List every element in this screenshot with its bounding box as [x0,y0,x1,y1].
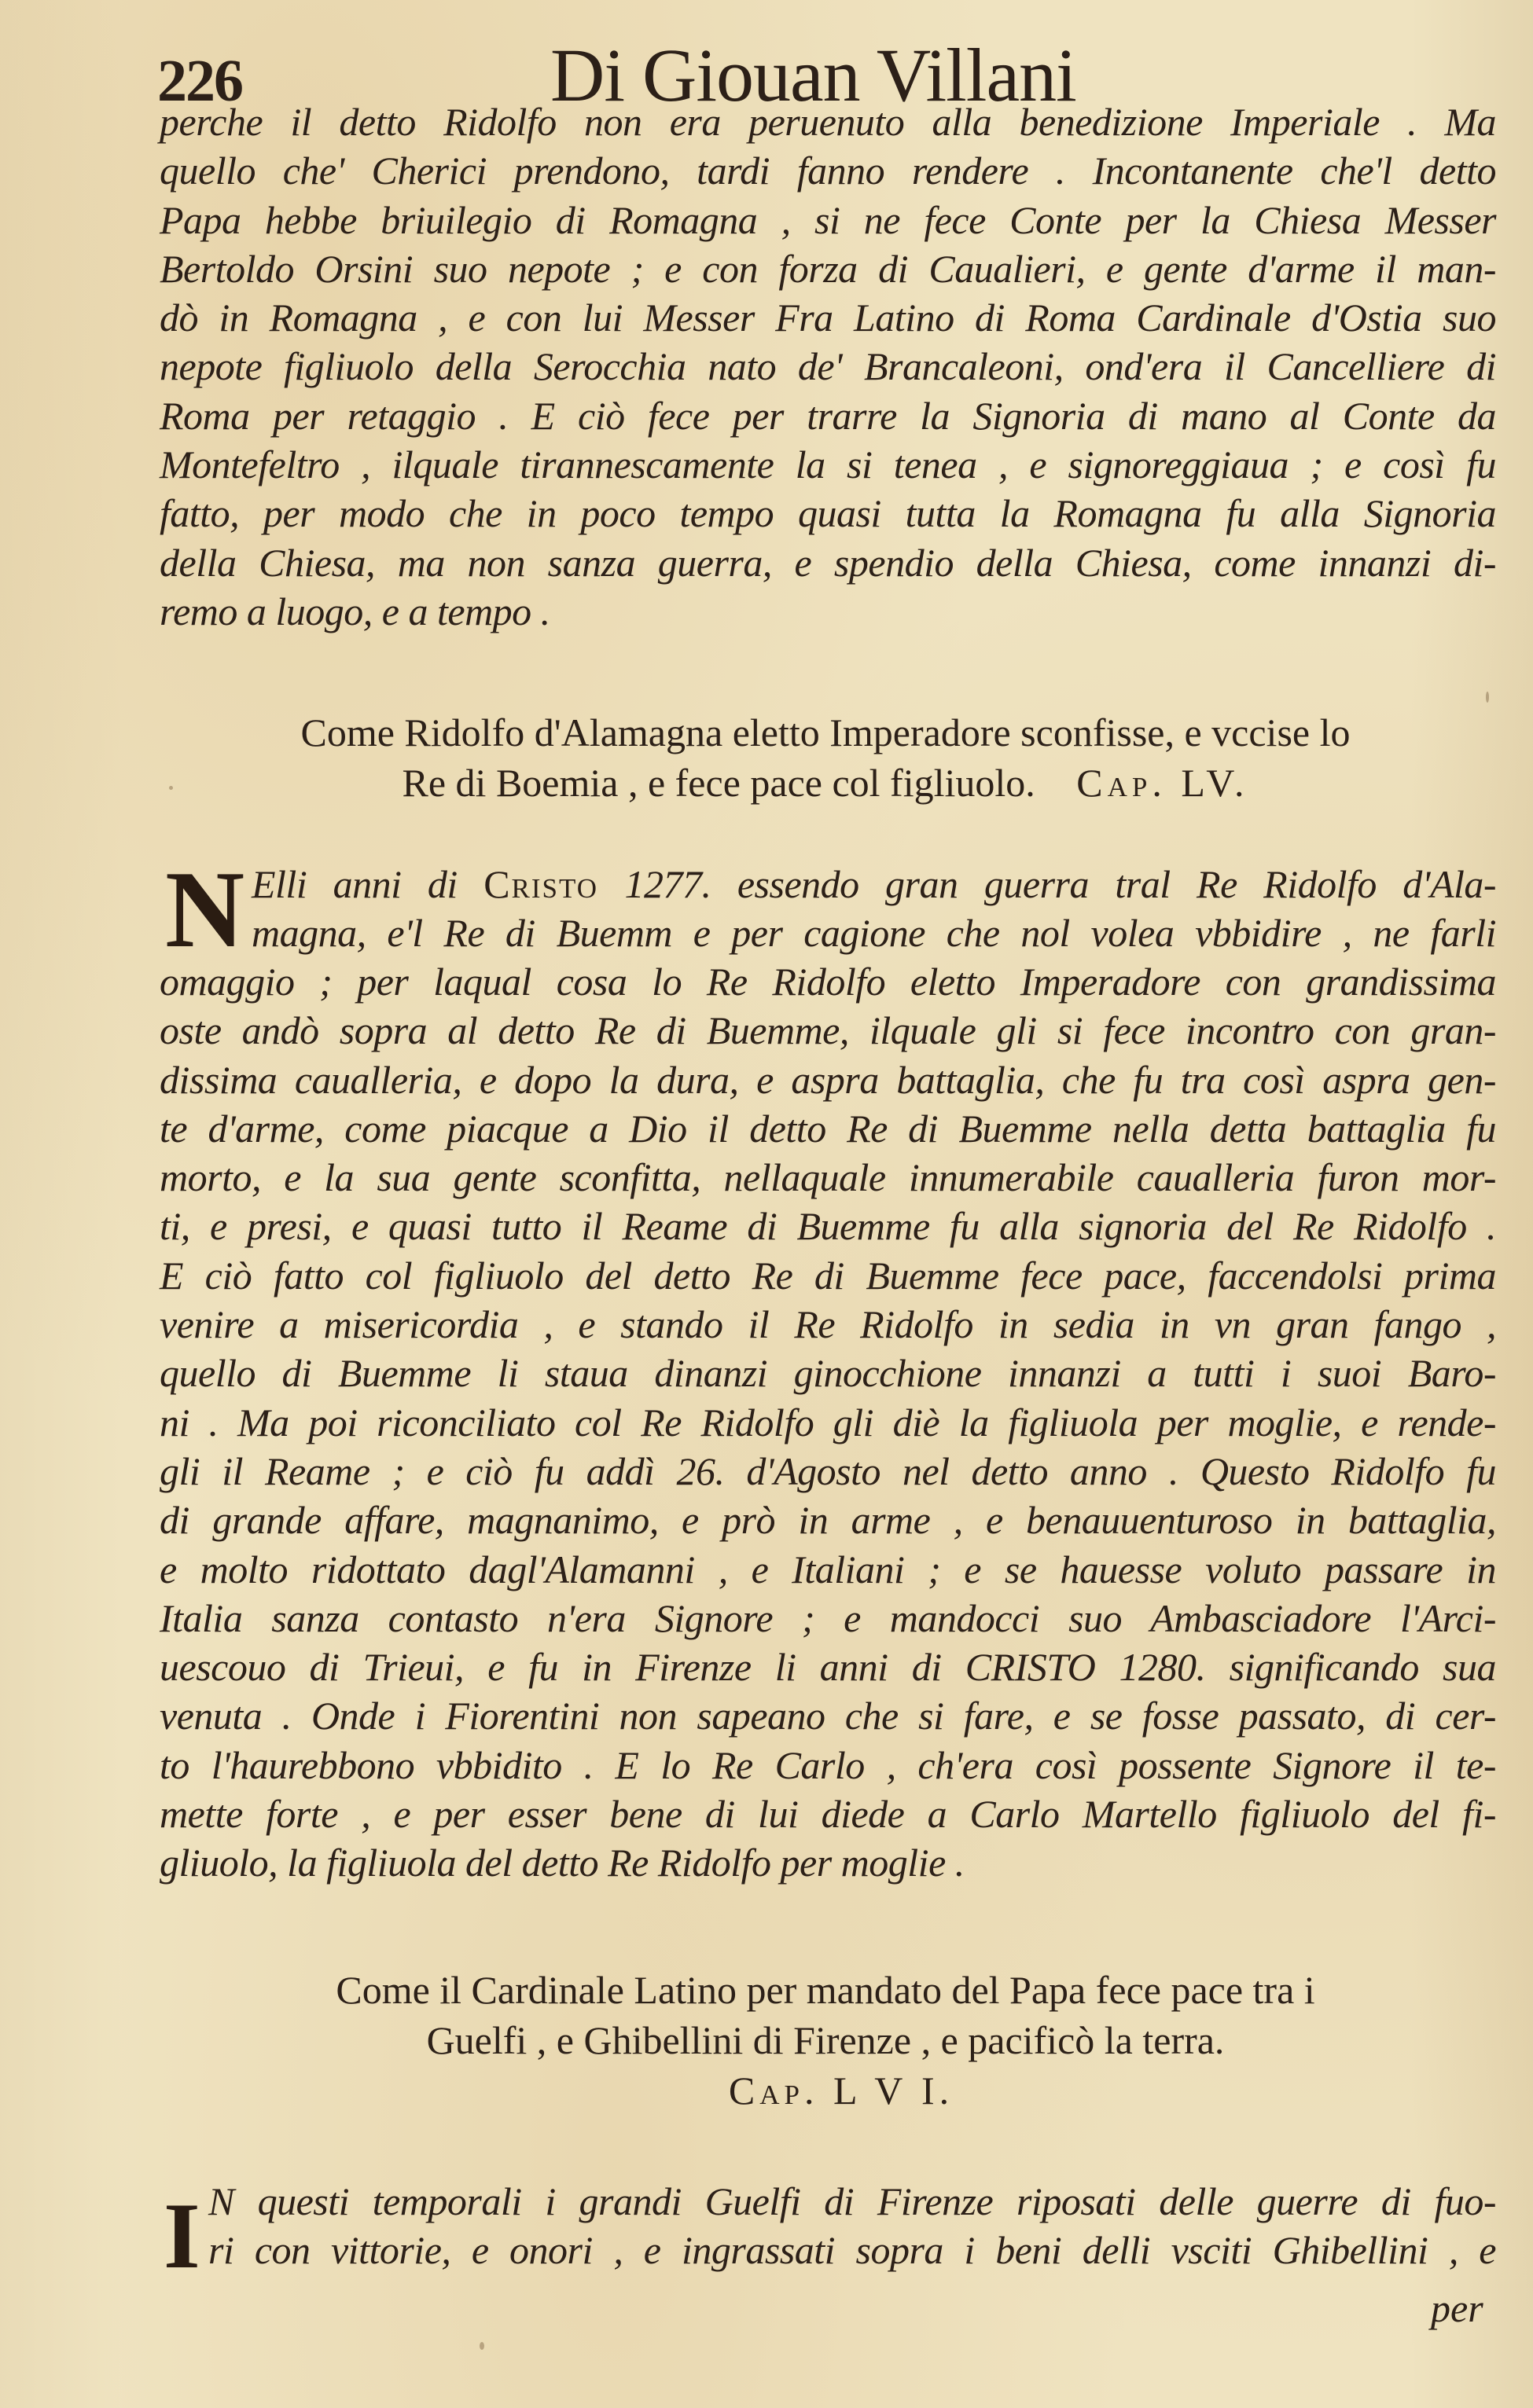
chapter-heading-55 [157,707,1494,808]
chapter-55-body [160,957,1496,1888]
text-line: ri con vittorie, e onori , e ingrassati sopra i beni delli vsciti Ghibellini , e [208,2228,1496,2273]
text-line: venuta . Onde i Fiorentini non sapeano che si fare, e se fosse passato, di cer- [160,1694,1496,1738]
text-line: N questi temporali i grandi Guelfi di Firenze riposati delle guerre di fuo- [208,2179,1496,2223]
text-line: gli il Reame ; e ciò fu addì 26. d'Agosto nel detto anno . Questo Ridolfo fu [160,1448,1496,1493]
drop-cap: I [164,2183,200,2288]
text-line: Italia sanza contasto n'era Signore ; e mandocci suo Ambasciadore l'Arci- [160,1595,1496,1640]
text-line: fatto, per modo che in poco tempo quasi tutta la Romagna fu alla Signoria [160,491,1496,536]
paper-speck [480,2342,484,2350]
catchword: per [1431,2286,1483,2330]
text-line: quello di Buemme li staua dinanzi ginocchione innanzi a tutti i suoi Baro- [160,1351,1496,1396]
text-line: oste andò sopra al detto Re di Buemme, ilquale gli si fece incontro con gran- [160,1008,1496,1053]
text-span: Elli anni di [252,862,458,906]
text-line: Montefeltro , ilquale tirannescamente la si tenea , e signoreggiaua ; e così fu [160,442,1496,487]
text-span: 1277. essendo gran guerra tral Re Ridolfo d'Ala- [624,862,1497,906]
heading-line [157,758,1494,808]
small-caps-name: Cristo [483,862,599,906]
chapter-number: Cap. LV. [1076,761,1249,805]
paper-speck [169,786,173,790]
text-line: magna, e'l Re di Buemm e per cagione che nol volea vbbidire , ne farli [252,911,1496,956]
text-line: dissima caualleria, e dopo la dura, e aspra battaglia, che fu tra così aspra gen- [160,1057,1496,1102]
paper-speck [1486,692,1489,703]
heading-line: Come il Cardinale Latino per mandato del Papa fece pace tra i [336,1968,1315,2012]
text-line: omaggio ; per laqual cosa lo Re Ridolfo eletto Imperadore con grandissima [160,960,1496,1004]
text-line: Roma per retaggio . E ciò fece per trarre la Signoria di mano al Conte da [160,393,1496,438]
text-line: perche il detto Ridolfo non era peruenuto alla benedizione Imperiale . Ma [160,100,1496,144]
heading-line: Come Ridolfo d'Alamagna eletto Imperadore sconfisse, e vccise lo [300,710,1351,754]
chapter-heading-56 [157,1965,1494,2116]
chapter-number [157,2065,1494,2116]
text-line: venire a misericordia , e stando il Re Ridolfo in sedia in vn gran fango , [160,1302,1496,1347]
text-line: gliuolo, la figliuola del detto Re Ridolfo per moglie . [160,1841,965,1885]
text-line: di grande affare, magnanimo, e prò in arme , e benauuenturoso in battaglia, [160,1498,1496,1543]
text-line: to l'haurebbono vbbidito . E lo Re Carlo , ch'era così possente Signore il te- [160,1742,1496,1787]
heading-line: Guelfi , e Ghibellini di Firenze , e pacificò la terra. [426,2018,1225,2062]
text-line [252,860,1496,909]
text-line: uescouo di Trieui, e fu in Firenze li anni di CRISTO 1280. significando sua [160,1645,1496,1690]
text-line: e molto ridottato dagl'Alamanni , e Italiani ; e se hauesse voluto passare in [160,1547,1496,1591]
text-line: Papa hebbe briuilegio di Romagna , si ne fece Conte per la Chiesa Messer [160,197,1496,242]
text-line: Bertoldo Orsini suo nepote ; e con forza di Caualieri, e gente d'arme il man- [160,246,1496,291]
chapter-55-opening [252,860,1496,958]
text-line: nepote figliuolo della Serocchia nato de' Brancaleoni, ond'era il Cancelliere di [160,344,1496,389]
continued-paragraph [160,97,1496,636]
page-number: 226 [157,48,242,114]
text-line: dò in Romagna , e con lui Messer Fra Latino di Roma Cardinale d'Ostia suo [160,295,1496,340]
drop-cap: N [165,849,245,971]
heading-text: Re di Boemia , e fece pace col figliuolo. [402,761,1035,805]
running-title: Di Giouan Villani [550,33,1076,117]
chapter-number-label: Cap. L V I. [728,2068,954,2113]
chapter-56-body [208,2177,1496,2275]
text-line: remo a luogo, e a tempo . [160,589,550,633]
text-line: morto, e la sua gente sconfitta, nellaquale innumerabile caualleria furon mor- [160,1155,1496,1200]
text-line: ti, e presi, e quasi tutto il Reame di Buemme fu alla signoria del Re Ridolfo . [160,1204,1496,1249]
text-line: E ciò fatto col figliuolo del detto Re di Buemme fece pace, faccendolsi prima [160,1253,1496,1298]
text-line: della Chiesa, ma non sanza guerra, e spendio della Chiesa, come innanzi di- [160,540,1496,585]
text-line: ni . Ma poi riconciliato col Re Ridolfo gli diè la figliuola per moglie, e rende- [160,1400,1496,1444]
text-line: quello che' Cherici prendono, tardi fanno rendere . Incontanente che'l detto [160,149,1496,193]
text-line: te d'arme, come piacque a Dio il detto Re di Buemme nella detta battaglia fu [160,1106,1496,1151]
text-line: mette forte , e per esser bene di lui diede a Carlo Martello figliuolo del fi- [160,1792,1496,1837]
